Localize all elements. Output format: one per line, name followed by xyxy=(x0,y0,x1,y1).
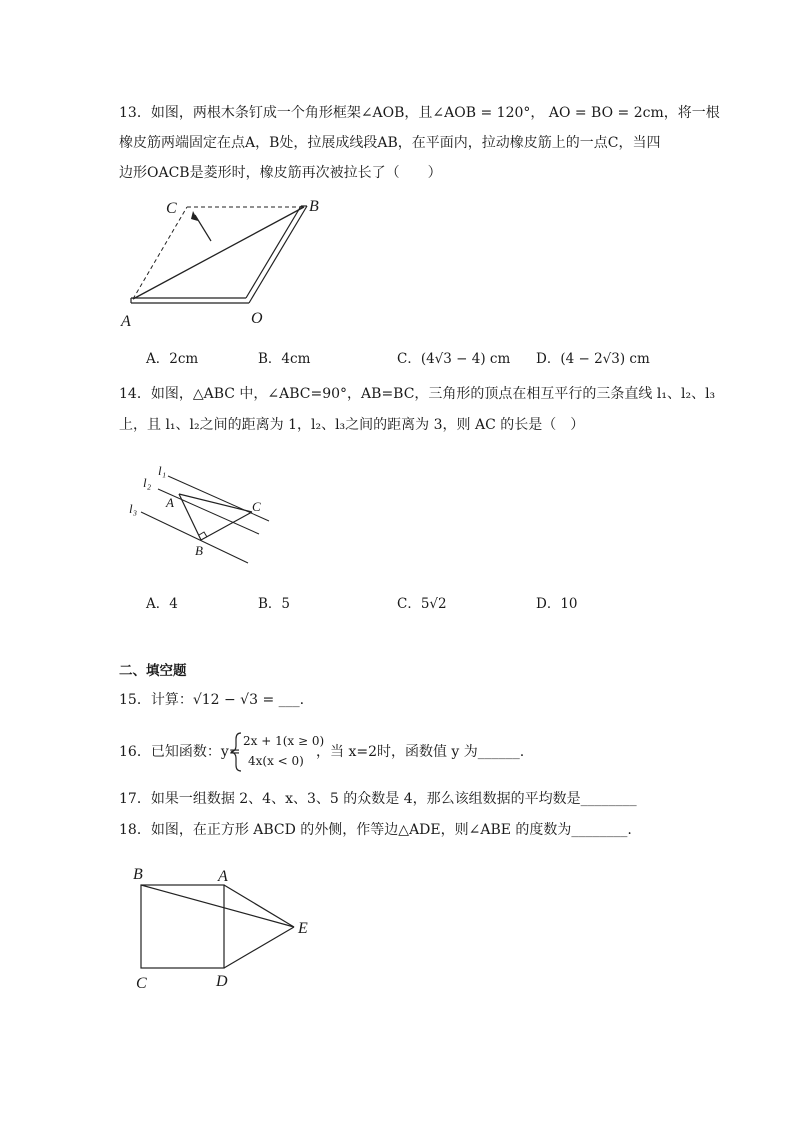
q16-case-1: 2x + 1(x ≥ 0) xyxy=(243,734,325,748)
q14-line-2: 上，且 l₁、l₂之间的距离为 1，l₂、l₃之间的距离为 3，则 AC 的长是（ ） xyxy=(119,417,585,433)
q13-label-B: B xyxy=(309,198,319,215)
q18-label-A: A xyxy=(218,868,228,885)
q13-option-c[interactable]: C．(4√3 − 4) cm xyxy=(397,351,511,367)
q13-line-2: 橡皮筋两端固定在点A，B处，拉展成线段AB，在平面内，拉动橡皮筋上的一点C，当四 xyxy=(119,135,661,151)
q18-text: 18．如图，在正方形 ABCD 的外侧，作等边△ADE，则∠ABE 的度数为________. xyxy=(119,822,632,838)
q16-case-2: 4x(x < 0) xyxy=(248,754,304,768)
q13-label-A: A xyxy=(121,313,131,330)
q13-option-a[interactable]: A．2cm xyxy=(146,351,199,367)
q17-text: 17．如果一组数据 2、4、x、3、5 的众数是 4，那么该组数据的平均数是________ xyxy=(119,791,637,807)
q14-option-a[interactable]: A．4 xyxy=(146,596,178,612)
q14-label-B: B xyxy=(195,543,203,558)
q13-label-O: O xyxy=(251,310,263,327)
q14-option-b[interactable]: B．5 xyxy=(258,596,291,612)
q13-option-b[interactable]: B．4cm xyxy=(258,351,311,367)
q16-prefix: 16．已知函数：y= xyxy=(119,744,241,760)
section-title: 二、填空题 xyxy=(119,663,187,679)
q14-option-c[interactable]: C．5√2 xyxy=(397,596,447,612)
q18-label-C: C xyxy=(136,975,147,992)
q16-suffix: ，当 x=2时，函数值 y 为______. xyxy=(316,744,525,760)
q14-label-A: A xyxy=(166,495,174,510)
q13-option-d[interactable]: D．(4 − 2√3) cm xyxy=(536,351,650,367)
q18-label-D: D xyxy=(216,973,228,990)
q14-label-l2: l₂ xyxy=(143,475,152,490)
q18-label-B: B xyxy=(133,866,143,883)
q14-label-C: C xyxy=(252,499,261,514)
q18-label-E: E xyxy=(298,920,308,937)
q15-text: 15．计算：√12 − √3 = ___. xyxy=(119,692,305,708)
q14-label-l1: l₁ xyxy=(158,463,167,478)
q13-label-C: C xyxy=(166,200,177,217)
q14-option-d[interactable]: D．10 xyxy=(536,596,578,612)
q14-line-1: 14．如图，△ABC 中，∠ABC=90°，AB=BC，三角形的顶点在相互平行的三条直线 l₁、l₂、l₃ xyxy=(119,386,716,402)
q14-label-l3: l₃ xyxy=(129,501,138,516)
q13-line-1: 13．如图，两根木条钉成一个角形框架∠AOB，且∠AOB = 120°， AO = BO = 2cm，将一根 xyxy=(119,105,720,121)
q13-line-3: 边形OACB是菱形时，橡皮筋再次被拉长了（ ） xyxy=(119,165,442,181)
